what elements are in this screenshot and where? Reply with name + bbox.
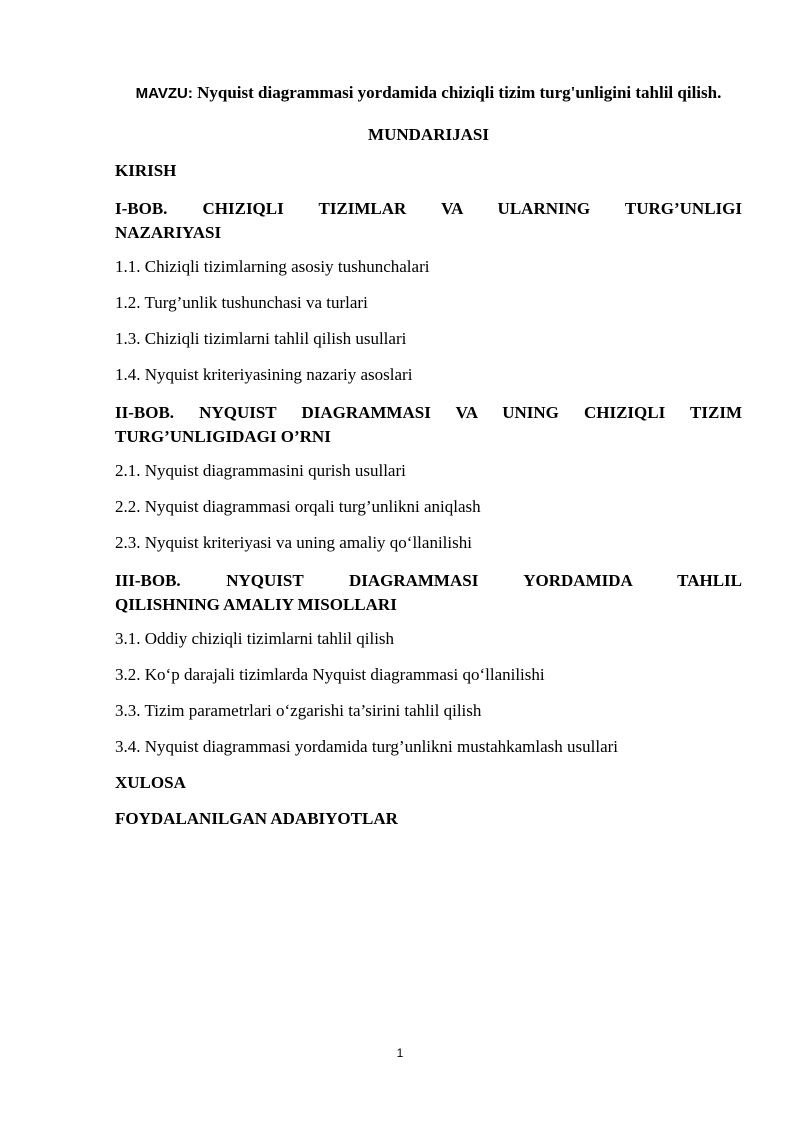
toc-item-1-4: 1.4. Nyquist kriteriyasining nazariy asoslari	[115, 365, 413, 384]
toc-chapter-2	[115, 401, 742, 449]
toc-chapter-1	[115, 197, 742, 245]
chapter-2-title-line1: II-BOB. NYQUIST DIAGRAMMASI VA UNING CHIZIQLI TIZIM	[115, 403, 742, 422]
page-number: 1	[396, 1046, 404, 1060]
chapter-1-title-line2: NAZARIYASI	[115, 223, 222, 242]
chapter-2-title-line2: TURG’UNLIGIDAGI O’RNI	[115, 427, 331, 446]
toc-item-conclusion: XULOSA	[115, 773, 186, 792]
toc-item-1-1: 1.1. Chiziqli tizimlarning asosiy tushunchalari	[115, 257, 430, 276]
toc-item-intro: KIRISH	[115, 161, 177, 180]
page-content	[115, 76, 742, 845]
toc-item-2-2: 2.2. Nyquist diagrammasi orqali turg’unlikni aniqlash	[115, 497, 481, 516]
toc-item-1-3: 1.3. Chiziqli tizimlarni tahlil qilish usullari	[115, 329, 407, 348]
toc-chapter-3	[115, 569, 742, 617]
toc-item-3-2: 3.2. Ko‘p darajali tizimlarda Nyquist diagrammasi qo‘llanilishi	[115, 665, 545, 684]
toc-item-3-1: 3.1. Oddiy chiziqli tizimlarni tahlil qilish	[115, 629, 395, 648]
toc-item-3-4: 3.4. Nyquist diagrammasi yordamida turg’unlikni mustahkamlash usullari	[115, 737, 619, 756]
document-title	[115, 76, 742, 111]
table-of-contents	[115, 161, 742, 829]
chapter-1-title-line1: I-BOB. CHIZIQLI TIZIMLAR VA ULARNING TURG’UNLIGI	[115, 199, 742, 218]
title-prefix: MAVZU:	[135, 85, 193, 102]
title-text: Nyquist diagrammasi yordamida chiziqli tizim turg'unligini tahlil qilish.	[192, 83, 722, 102]
chapter-3-title-line1: III-BOB. NYQUIST DIAGRAMMASI YORDAMIDA TAHLIL	[115, 571, 742, 590]
toc-item-1-2: 1.2. Turg’unlik tushunchasi va turlari	[115, 293, 368, 312]
chapter-3-title-line2: QILISHNING AMALIY MISOLLARI	[115, 595, 397, 614]
toc-heading: MUNDARIJASI	[368, 125, 489, 144]
toc-item-2-1: 2.1. Nyquist diagrammasini qurish usullari	[115, 461, 406, 480]
toc-item-references: FOYDALANILGAN ADABIYOTLAR	[115, 809, 398, 828]
toc-item-3-3: 3.3. Tizim parametrlari o‘zgarishi ta’sirini tahlil qilish	[115, 701, 482, 720]
toc-item-2-3: 2.3. Nyquist kriteriyasi va uning amaliy qo‘llanilishi	[115, 533, 472, 552]
